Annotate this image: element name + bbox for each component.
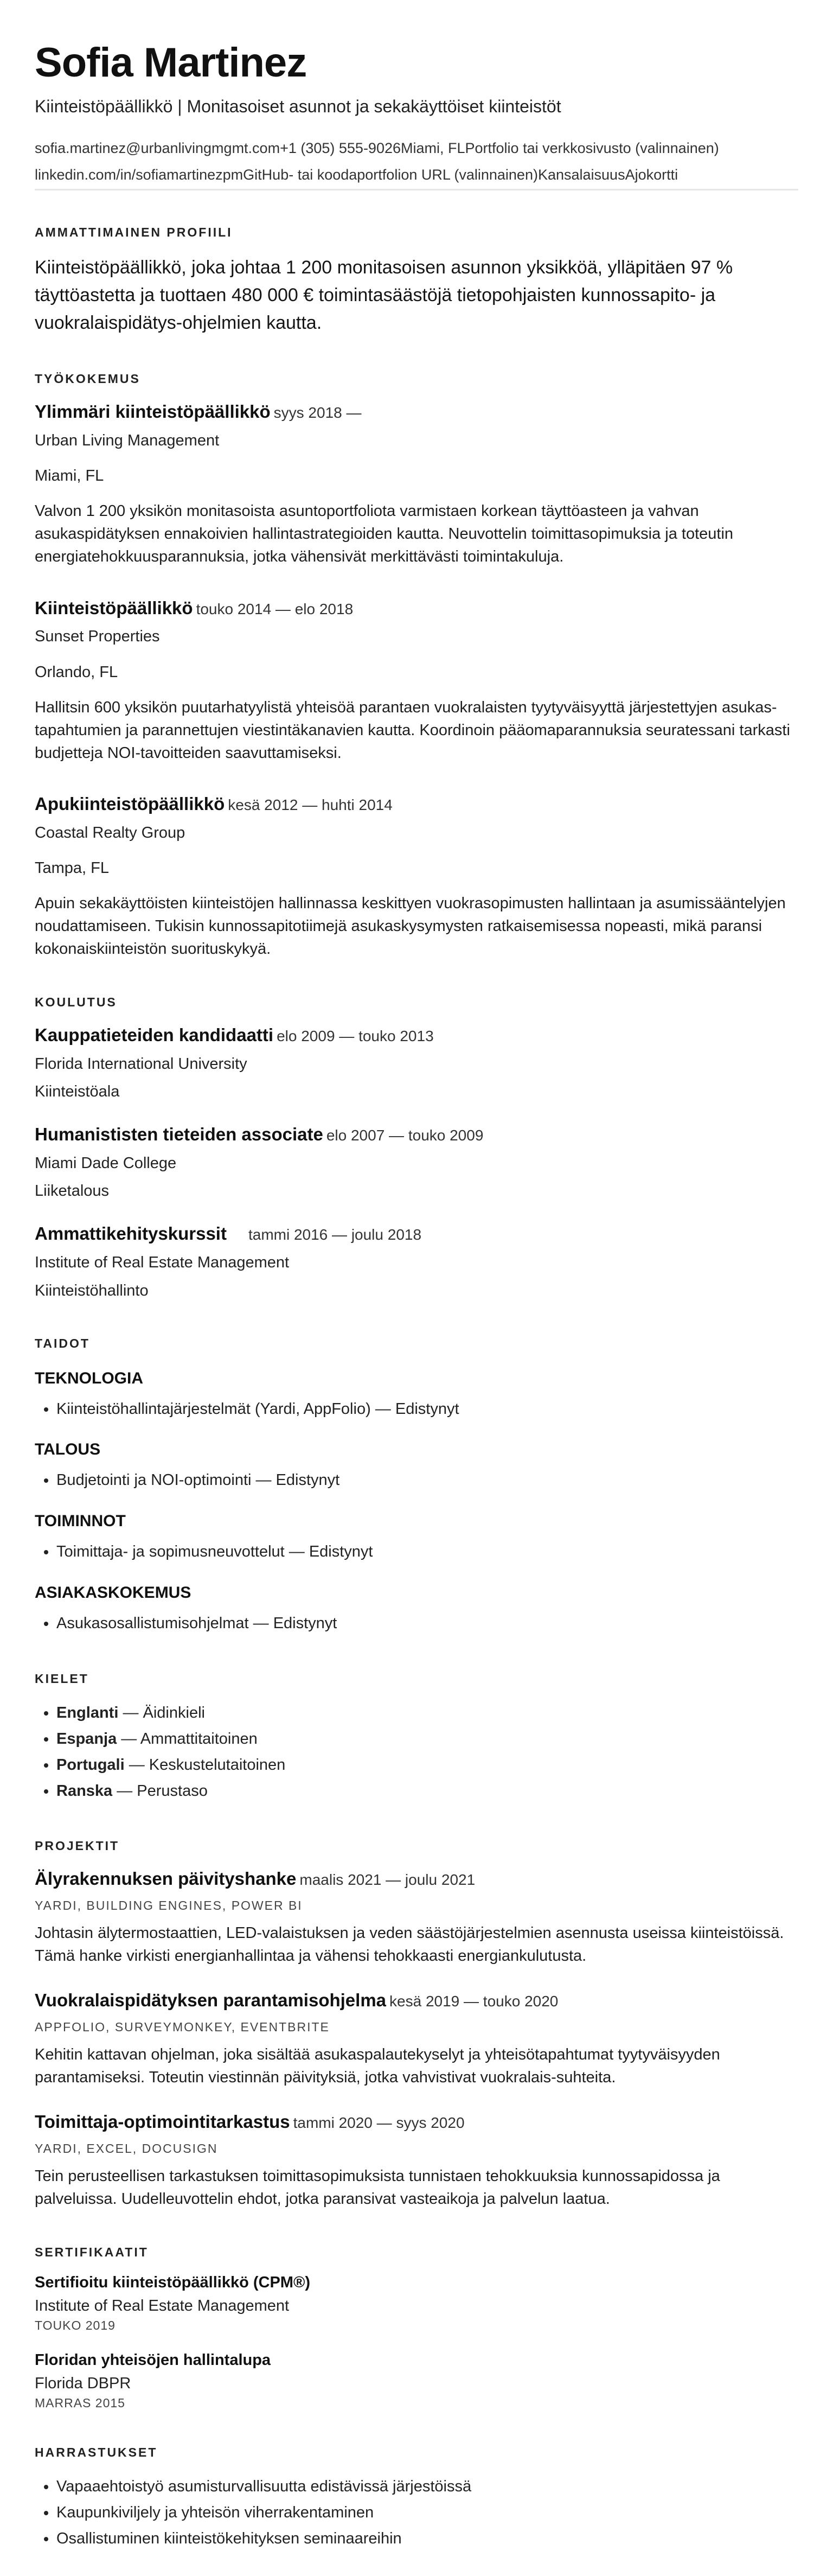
skill-category: TEKNOLOGIA [35,1369,143,1387]
project-dates: kesä 2019 — touko 2020 [389,1993,559,2010]
experience-heading: TYÖKOKEMUS [35,372,140,386]
job-dates: kesä 2012 — huhti 2014 [228,796,393,813]
language-name: Portugali [56,1756,125,1774]
certification-entry [35,2274,798,2333]
education-heading: KOULUTUS [35,995,117,1010]
language-level: Keskustelutaitoinen [149,1756,286,1774]
contact-location: Miami, FL [401,140,465,156]
job-description: Valvon 1 200 yksikön monitasoista asuntoportfoliota varmistaen korkean täyttöasteen ja vahvan asukaspidätyksen ennakoivien hallintastrategioiden kautta. Neuvottelin toimittasopimuksia ja toteutin energiatehokkuusparannuksia, jotka vähensivät merkittävästi toimintakuluja. [35,502,734,566]
degree-dates: elo 2007 — touko 2009 [326,1127,484,1144]
project-tech: YARDI, EXCEL, DOCUSIGN [35,2141,218,2156]
hobbies-section [35,2445,798,2552]
certification-entry [35,2351,798,2411]
certification-issuer: Institute of Real Estate Management [35,2297,290,2315]
language-level: Äidinkieli [143,1704,205,1722]
headline: Kiinteistöpäällikkö | Monitasoiset asunnot ja sekakäyttöiset kiinteistöt [35,97,561,116]
languages-heading: KIELET [35,1672,89,1686]
field-of-study: Liiketalous [35,1182,110,1200]
profile-heading: AMMATTIMAINEN PROFIILI [35,225,233,240]
skill-category: TALOUS [35,1440,101,1459]
experience-section [35,372,798,960]
project-name: Älyrakennuksen päivityshanke [35,1869,297,1889]
language-item: • Ranska — Perustaso [56,1778,798,1805]
project-description: Tein perusteellisen tarkastuksen toimittasopimuksista tunnistaen tehokkuuksia kunnossapidossa ja palveluissa. Uudelleuvottelin ehdot, jotka paransivat vasteaikoja ja palvelun laatua. [35,2167,720,2208]
education-entry [35,1123,798,1202]
projects-heading: PROJEKTIT [35,1839,120,1853]
job-company: Urban Living Management [35,432,220,450]
school-name: Miami Dade College [35,1155,177,1172]
skill-item: • Asukasosallistumisohjelmat — Edistynyt [56,1611,798,1637]
contact-phone[interactable]: +1 (305) 555-9026 [280,140,401,156]
project-entry [35,2110,798,2210]
education-section [35,995,798,1302]
certifications-heading: SERTIFIKAATIT [35,2245,149,2260]
resume-header [35,42,798,190]
contact-citizenship: Kansalaisuus [537,166,625,183]
job-title: Apukiinteistöpäällikkö [35,793,225,814]
skill-category: ASIAKASKOKEMUS [35,1584,191,1602]
degree-dates: tammi 2016 — joulu 2018 [248,1226,422,1244]
education-entry [35,1024,798,1102]
certification-date: MARRAS 2015 [35,2396,125,2411]
language-level: Perustaso [137,1782,208,1800]
language-item: • Espanja — Ammattitaitoinen [56,1726,798,1752]
contact-github[interactable]: GitHub- tai koodaportfolion URL (valinnainen) [243,166,538,183]
language-level: Ammattitaitoinen [140,1730,258,1748]
language-name: Ranska [56,1782,113,1800]
language-name: Espanja [56,1730,117,1748]
degree-title: Ammattikehityskurssit [35,1223,227,1244]
profile-section [35,225,798,337]
skill-item: • Toimittaja- ja sopimusneuvottelut — Edistynyt [56,1539,798,1565]
skill-item: • Budjetointi ja NOI-optimointi — Edistynyt [56,1468,798,1494]
profile-text: Kiinteistöpäällikkö, joka johtaa 1 200 monitasoisen asunnon yksikköä, ylläpitäen 97 % täyttöastetta ja tuottaen 480 000 € toimintasäästöjä tietopohjaisten kunnossapito- ja vuokralaispidätys-ohjelmien kautta. [35,257,733,334]
job-location: Miami, FL [35,467,104,485]
experience-entry [35,597,798,764]
degree-title: Humanististen tieteiden associate [35,1124,323,1145]
candidate-name: Sofia Martinez [35,40,307,86]
project-tech: APPFOLIO, SURVEYMONKEY, EVENTBRITE [35,2020,330,2035]
projects-section [35,1839,798,2210]
skills-section [35,1336,798,1637]
experience-entry [35,793,798,960]
language-item: • Englanti — Äidinkieli [56,1700,798,1726]
contact-info [35,135,798,190]
hobby-item: • Kaupunkiviljely ja yhteisön viherrakentaminen [56,2500,798,2526]
job-location: Orlando, FL [35,663,118,681]
certification-date: TOUKO 2019 [35,2318,116,2333]
job-title: Ylimmäri kiinteistöpäällikkö [35,401,271,422]
hobby-item: • Osallistuminen kiinteistökehityksen seminaareihin [56,2526,798,2552]
contact-linkedin[interactable]: linkedin.com/in/sofiamartinezpm [35,166,244,183]
project-entry [35,1867,798,1967]
certifications-section [35,2245,798,2411]
job-description: Hallitsin 600 yksikön puutarhatyylistä yhteisöä parantaen vuokralaisten tyytyväisyyttä järjestettyjen asukas-tapahtumien ja parannettujen viestintäkanavien kautta. Koordinoin pääomaparannuksia seuratessani tarkasti budjetteja NOI-tavoitteiden saavuttamiseksi. [35,698,790,762]
project-dates: tammi 2020 — syys 2020 [293,2114,465,2132]
degree-title: Kauppatieteiden kandidaatti [35,1025,274,1045]
skills-heading: TAIDOT [35,1336,90,1350]
job-description: Apuin sekakäyttöisten kiinteistöjen hallinnassa keskittyen vuokrasopimusten hallintaan ja asumissääntelyjen noudattamiseen. Tukisin kunnossapitotiimejä asukaskysymysten ratkaisemisessa nopeasti, mikä paransi kokonaiskiinteistön suorituskykyä. [35,894,786,958]
project-entry [35,1989,798,2089]
skill-item: • Kiinteistöhallintajärjestelmät (Yardi, AppFolio) — Edistynyt [56,1397,798,1423]
languages-section [35,1672,798,1804]
contact-line-1 [35,135,798,162]
language-item: • Portugali — Keskustelutaitoinen [56,1752,798,1778]
project-description: Johtasin älytermostaattien, LED-valaistuksen ja veden säästöjärjestelmien asennusta useissa kiinteistöissä. Tämä hanke virkisti energianhallintaa ja vähensi tehokkaasti energiankulutusta. [35,1924,784,1965]
project-name: Toimittaja-optimointitarkastus [35,2112,290,2132]
contact-portfolio[interactable]: Portfolio tai verkkosivusto (valinnainen) [465,140,719,156]
project-tech: YARDI, BUILDING ENGINES, POWER BI [35,1898,303,1913]
contact-line-2 [35,162,798,191]
project-description: Kehitin kattavan ohjelman, joka sisältää asukaspalautekyselyt ja yhteisötapahtumat tyytyväisyyden parantamiseksi. Toteutin viestinnän päivityksiä, jotka vahvistivat vuokralais-suhteita. [35,2046,720,2087]
job-dates: syys 2018 — [273,404,362,422]
contact-email[interactable]: sofia.martinez@urbanlivingmgmt.com [35,140,280,156]
skill-category: TOIMINNOT [35,1512,126,1531]
contact-license: Ajokortti [625,166,678,183]
certification-issuer: Florida DBPR [35,2375,131,2393]
language-name: Englanti [56,1704,119,1722]
certification-name: Sertifioitu kiinteistöpäällikkö (CPM®) [35,2274,310,2292]
job-title: Kiinteistöpäällikkö [35,597,193,618]
job-location: Tampa, FL [35,859,109,877]
certification-name: Floridan yhteisöjen hallintalupa [35,2351,271,2369]
project-name: Vuokralaispidätyksen parantamisohjelma [35,1990,387,2011]
degree-dates: elo 2009 — touko 2013 [277,1028,434,1045]
school-name: Institute of Real Estate Management [35,1254,290,1272]
school-name: Florida International University [35,1055,247,1073]
job-company: Coastal Realty Group [35,824,185,841]
education-entry [35,1222,798,1301]
field-of-study: Kiinteistöala [35,1083,120,1101]
field-of-study: Kiinteistöhallinto [35,1281,149,1299]
hobbies-heading: HARRASTUKSET [35,2445,158,2460]
experience-entry [35,400,798,568]
hobby-item: • Vapaaehtoistyö asumisturvallisuutta edistävissä järjestöissä [56,2474,798,2500]
job-company: Sunset Properties [35,628,160,646]
job-dates: touko 2014 — elo 2018 [196,600,354,617]
project-dates: maalis 2021 — joulu 2021 [299,1871,476,1889]
